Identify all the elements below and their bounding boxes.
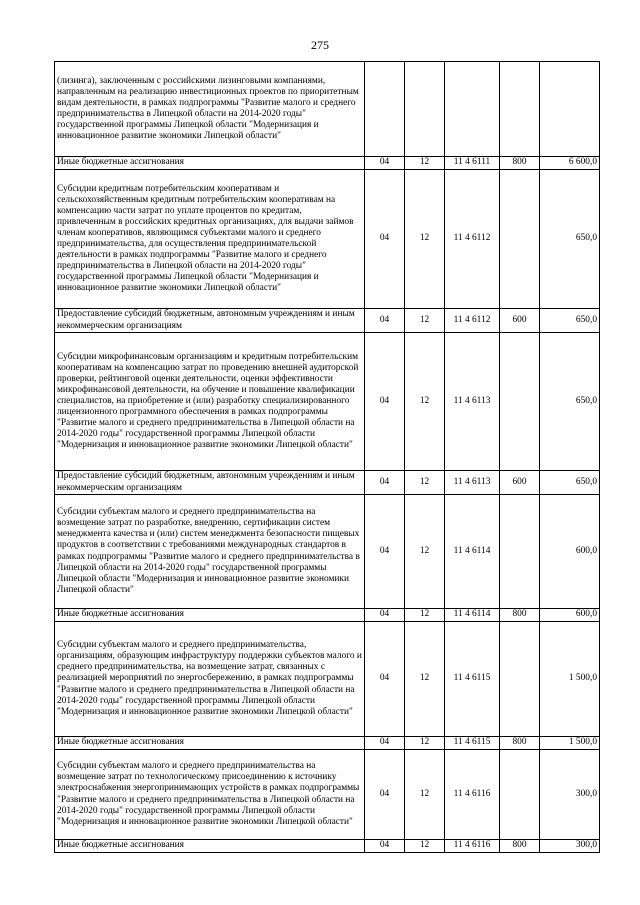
row-subsection [405, 62, 445, 157]
row-expense-type [500, 622, 540, 737]
row-amount: 6 600,0 [540, 157, 600, 170]
row-description: Субсидии субъектам малого и среднего предпринимательства на возмещение затрат по разработке, внедрению, сертификации систем менеджмента качества и (или) систем менеджмента безопасности пищевых продуктов в соответствии с требованиями международных стандартов в рамках подпрограммы "Развитие малого и среднего предпринимательства в Липецкой области на 2014-2020 годы" государственной программы Липецкой области "Модернизация и инновационное развитие экономики Липецкой области" [55, 495, 365, 609]
table-row [55, 840, 600, 853]
row-target-code: 11 4 6114 [445, 495, 500, 609]
row-description: Субсидии субъектам малого и среднего предпринимательства на возмещение затрат по технологическому присоединению к источнику электроснабжения энергопринимающих устройств в рамках подпрограммы "Развитие малого и среднего предпринимательства в Липецкой области на 2014-2020 годы" государственной программы Липецкой области "Модернизация и инновационное развитие экономики Липецкой области" [55, 750, 365, 840]
row-description: Предоставление субсидий бюджетным, автономным учреждениям и иным некоммерческим организациям [55, 471, 365, 495]
row-expense-type: 800 [500, 737, 540, 750]
row-subsection: 12 [405, 170, 445, 309]
row-section: 04 [365, 622, 405, 737]
row-target-code: 11 4 6115 [445, 622, 500, 737]
row-amount: 1 500,0 [540, 622, 600, 737]
row-section: 04 [365, 170, 405, 309]
row-description: Иные бюджетные ассигнования [55, 609, 365, 622]
row-subsection: 12 [405, 309, 445, 333]
row-expense-type: 600 [500, 471, 540, 495]
row-section: 04 [365, 609, 405, 622]
table-row [55, 622, 600, 737]
row-target-code: 11 4 6113 [445, 471, 500, 495]
row-section: 04 [365, 495, 405, 609]
page-number: 275 [311, 38, 329, 52]
row-amount: 650,0 [540, 471, 600, 495]
row-target-code: 11 4 6114 [445, 609, 500, 622]
row-description: Иные бюджетные ассигнования [55, 737, 365, 750]
row-expense-type: 800 [500, 609, 540, 622]
table-row [55, 737, 600, 750]
row-target-code: 11 4 6112 [445, 170, 500, 309]
table-row [55, 609, 600, 622]
row-target-code: 11 4 6112 [445, 309, 500, 333]
row-subsection: 12 [405, 157, 445, 170]
row-expense-type [500, 495, 540, 609]
row-target-code: 11 4 6115 [445, 737, 500, 750]
row-target-code [445, 62, 500, 157]
row-section: 04 [365, 471, 405, 495]
budget-allocation-table [54, 61, 600, 853]
row-subsection: 12 [405, 840, 445, 853]
row-description: Иные бюджетные ассигнования [55, 840, 365, 853]
row-target-code: 11 4 6113 [445, 333, 500, 471]
row-expense-type: 800 [500, 157, 540, 170]
row-subsection: 12 [405, 495, 445, 609]
row-section: 04 [365, 309, 405, 333]
row-section: 04 [365, 737, 405, 750]
table-row [55, 62, 600, 157]
row-description: Субсидии субъектам малого и среднего предпринимательства, организациям, образующим инфраструктуру поддержки субъектов малого и среднего предпринимательства, на возмещение затрат, связанных с реализацией мероприятий по энергосбережению, в рамках подпрограммы "Развитие малого и среднего предпринимательства в Липецкой области на 2014-2020 годы" государственной программы Липецкой области "Модернизация и инновационное развитие экономики Липецкой области" [55, 622, 365, 737]
row-section [365, 62, 405, 157]
row-section: 04 [365, 750, 405, 840]
row-expense-type [500, 750, 540, 840]
row-amount: 600,0 [540, 609, 600, 622]
row-subsection: 12 [405, 750, 445, 840]
row-subsection: 12 [405, 737, 445, 750]
table-row [55, 333, 600, 471]
row-description: Иные бюджетные ассигнования [55, 157, 365, 170]
row-section: 04 [365, 157, 405, 170]
row-subsection: 12 [405, 471, 445, 495]
row-description: Субсидии кредитным потребительским кооперативам и сельскохозяйственным кредитным потребительским кооперативам на компенсацию части затрат по уплате процентов по кредитам, привлеченным в российских кредитных организациях, для выдачи займов членам кооперативов, являющимся субъектами малого и среднего предпринимательства, для осуществления предпринимательской деятельности в рамках подпрограммы "Развитие малого и среднего предпринимательства в Липецкой области на 2014-2020 годы" государственной программы Липецкой области "Модернизация и инновационное развитие экономики Липецкой области" [55, 170, 365, 309]
row-subsection: 12 [405, 333, 445, 471]
table-row [55, 750, 600, 840]
row-subsection: 12 [405, 609, 445, 622]
row-target-code: 11 4 6111 [445, 157, 500, 170]
row-amount: 300,0 [540, 750, 600, 840]
row-amount: 300,0 [540, 840, 600, 853]
row-expense-type [500, 333, 540, 471]
row-expense-type [500, 62, 540, 157]
row-description: (лизинга), заключенным с российскими лизинговыми компаниями, направленным на реализацию инвестиционных проектов по приоритетным видам деятельности, в рамках подпрограммы "Развитие малого и среднего предпринимательства в Липецкой области на 2014-2020 годы" государственной программы Липецкой области "Модернизация и инновационное развитие экономики Липецкой области" [55, 62, 365, 157]
row-amount: 600,0 [540, 495, 600, 609]
row-amount: 650,0 [540, 170, 600, 309]
row-amount: 650,0 [540, 333, 600, 471]
row-section: 04 [365, 333, 405, 471]
table-row [55, 170, 600, 309]
row-target-code: 11 4 6116 [445, 840, 500, 853]
row-amount: 1 500,0 [540, 737, 600, 750]
row-amount [540, 62, 600, 157]
row-target-code: 11 4 6116 [445, 750, 500, 840]
row-amount: 650,0 [540, 309, 600, 333]
row-subsection: 12 [405, 622, 445, 737]
table-row [55, 495, 600, 609]
row-description: Субсидии микрофинансовым организациям и кредитным потребительским кооперативам на компенсацию затрат по проведению внешней аудиторской проверки, рейтинговой оценки деятельности, оценки эффективности микрофинансовой деятельности, на обучение и повышение квалификации специалистов, на приобретение и (или) разработку специализированного лицензионного программного обеспечения в рамках подпрограммы "Развитие малого и среднего предпринимательства в Липецкой области на 2014-2020 годы" государственной программы Липецкой области "Модернизация и инновационное развитие экономики Липецкой области" [55, 333, 365, 471]
row-description: Предоставление субсидий бюджетным, автономным учреждениям и иным некоммерческим организациям [55, 309, 365, 333]
row-expense-type: 800 [500, 840, 540, 853]
row-expense-type [500, 170, 540, 309]
table-row [55, 471, 600, 495]
row-section: 04 [365, 840, 405, 853]
table-row [55, 157, 600, 170]
row-expense-type: 600 [500, 309, 540, 333]
table-row [55, 309, 600, 333]
